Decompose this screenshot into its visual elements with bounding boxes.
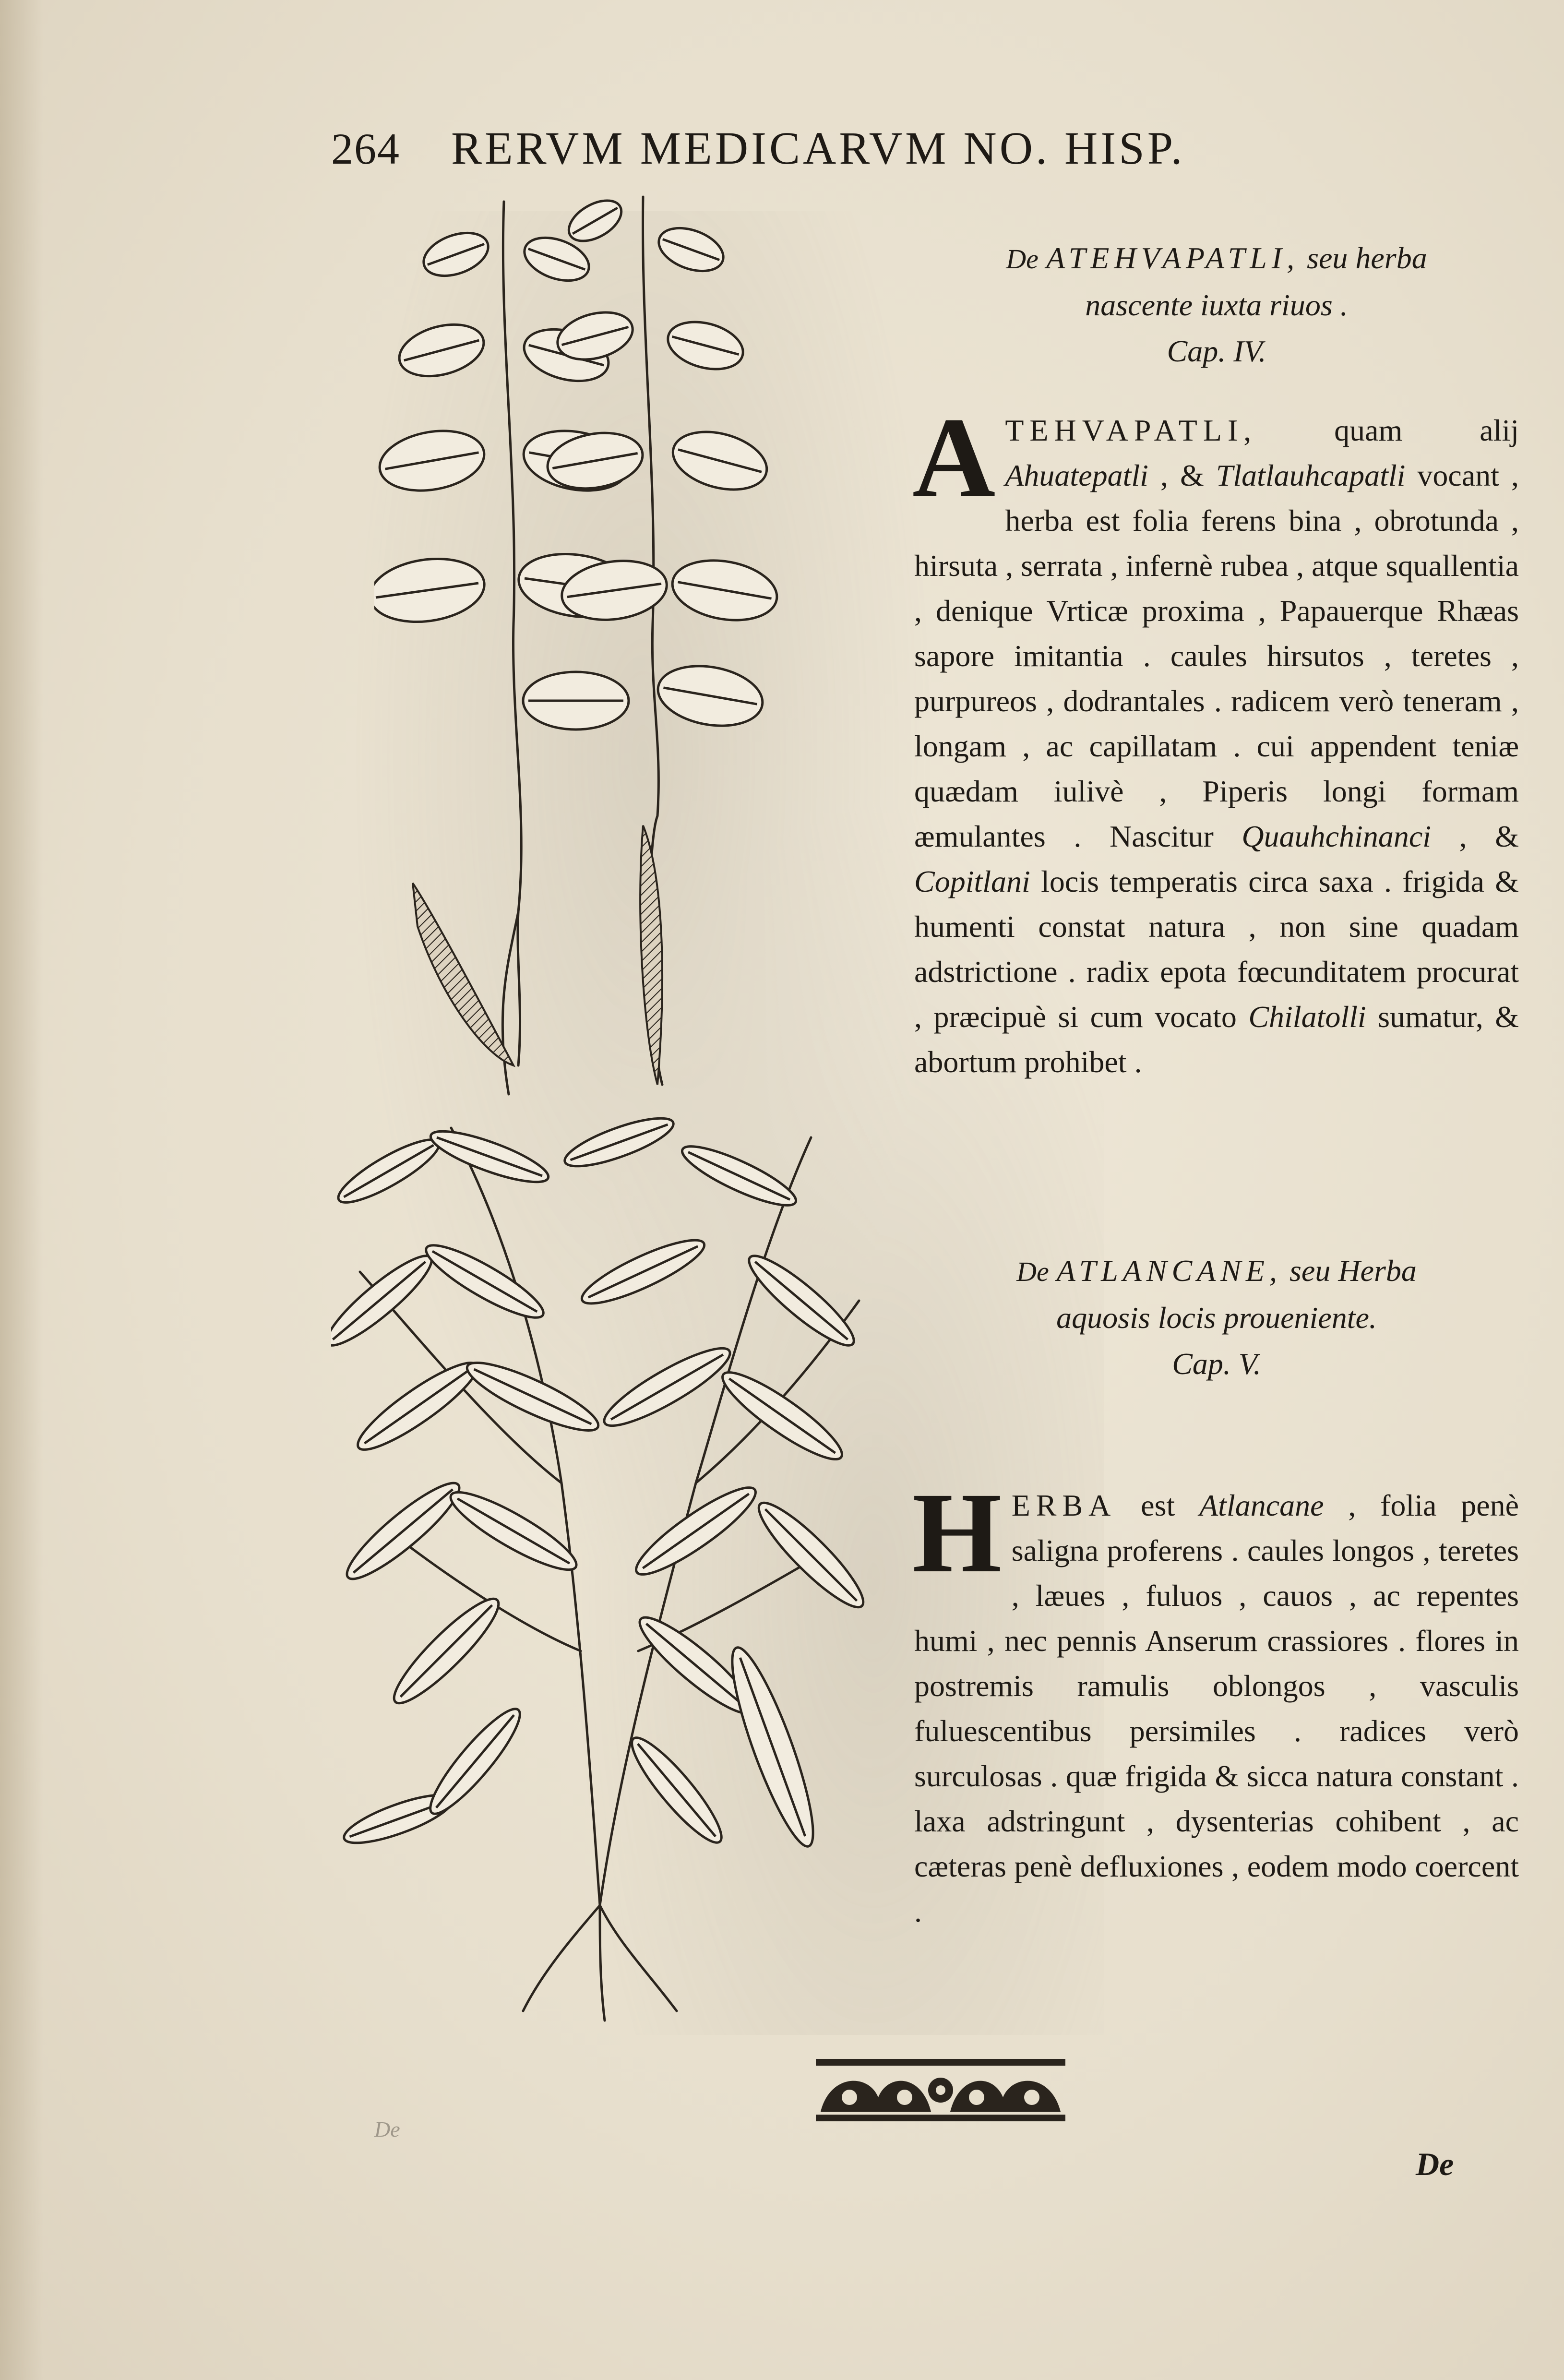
willow-leaf-vein xyxy=(432,1251,537,1312)
willow-leaf-vein xyxy=(643,1494,749,1568)
chapter-4-text-run: locis temperatis circa saxa . frigida & humenti constat natura , non sine quadam adstrictione . radix epota fœcunditatem procurat , præcipuè si cum vocato xyxy=(914,864,1519,1034)
chapter-4-text-run: sumatur, & abortum prohibet . xyxy=(914,1000,1519,1079)
chapter-4-text xyxy=(912,394,1519,1079)
chapter-5-drop-cap: H xyxy=(912,1469,1002,1596)
willow-leaf-vein xyxy=(755,1262,848,1339)
willow-leaf-vein xyxy=(354,1489,453,1573)
willow-leaf-vein xyxy=(765,1509,857,1601)
running-head xyxy=(331,120,1387,187)
fleuron-icon xyxy=(811,2054,1070,2126)
chapter-5-text-run: est xyxy=(1116,1488,1200,1522)
chapter-5-heading-lead: De xyxy=(1016,1256,1049,1287)
page-number: 264 xyxy=(331,124,400,173)
chapter-4-heading-lead: De xyxy=(1006,243,1039,275)
willow-leaf-vein xyxy=(457,1499,570,1564)
chapter-4-drop-cap: A xyxy=(912,394,996,521)
chapter-5-text-run: Atlancane xyxy=(1199,1488,1324,1522)
willow-leaf-vein xyxy=(401,1605,492,1697)
atlancane-woodcut xyxy=(331,1099,873,2025)
chapter-4-heading-name: ATEHVAPATLI, xyxy=(1046,241,1300,275)
chapter-5-body xyxy=(912,1469,1519,1934)
chapter-5-cap-number: Cap. V. xyxy=(1172,1347,1261,1381)
chapter-4-text-run: , & xyxy=(1431,819,1519,853)
running-title: RERVM MEDICARVM NO. HISP. xyxy=(451,122,1185,174)
chapter-5-heading-line2: aquosis locis prouenientе. xyxy=(1056,1301,1377,1335)
chapter-4-text-run: , & xyxy=(1148,458,1216,492)
atehuapatli-illustration xyxy=(374,192,806,1104)
atehuapatli-woodcut xyxy=(374,192,806,1104)
willow-leaf-vein xyxy=(638,1744,716,1836)
chapter-4-body xyxy=(912,394,1519,1085)
willow-leaf-vein xyxy=(364,1369,470,1444)
chapter-5-heading xyxy=(914,1248,1519,1387)
chapter-4-text-run: Copitlani xyxy=(914,864,1030,898)
willow-leaf-vein xyxy=(611,1355,723,1420)
chapter-4-text-run: Chilatolli xyxy=(1248,1000,1366,1034)
chapter-4-text-run: Tlatlauhcapatli xyxy=(1216,458,1406,492)
chapter-4-text-run: Ahuatepatli xyxy=(1005,458,1148,492)
fleuron-ornament xyxy=(811,2054,1070,2126)
atlancane-illustration xyxy=(331,1099,873,2025)
chapter-4-text-run: quam alij xyxy=(1257,413,1519,447)
chapter-4-text-run: TEHVAPATLI, xyxy=(1005,413,1257,447)
chapter-5-text xyxy=(912,1469,1519,1928)
chapter-5-text-run: ERBA xyxy=(1011,1488,1117,1522)
willow-leaf-vein xyxy=(333,1262,425,1339)
chapter-4-cap-number: Cap. IV. xyxy=(1167,334,1266,368)
chapter-5-text-run: , folia penè saligna proferens . caules longos , teretes , læues , fuluos , cauos , ac repentes humi , nec pennis Anserum crassiores . flores in postremis ramulis oblongos , vasculis fuluescentibus persimiles . radices verò surculosas . quæ frigida & sicca natura constant . laxa adstringunt , dysenterias cohibent , ac cæteras penè defluxiones , eodem modo coercent . xyxy=(914,1488,1519,1928)
chapter-5-heading-name: ATLANCANE, xyxy=(1056,1254,1282,1288)
chapter-5 xyxy=(914,1248,1519,1934)
willow-leaf-vein xyxy=(729,1379,835,1453)
chapter-4-text-run: vocant , herba est folia ferens bina , obrotunda , hirsuta , serrata , infernè rubea , atque squallentia , denique Vrticæ proxima , Papauerque Rhæas sapore imitantia . caules hirsutos , teretes , purpureos , dodrantales . radicem verò teneram , longam , ac capillatam . cui appendent teniæ quædam iulivè , Piperis longi formam æmulantes . Nascitur xyxy=(914,458,1519,853)
willow-leaf-vein xyxy=(436,1715,514,1807)
willow-leaf-vein xyxy=(740,1658,805,1836)
willow-leaf-vein xyxy=(344,1145,433,1197)
chapter-4-text-run: Quauhchinanci xyxy=(1242,819,1431,853)
page-gutter-shadow xyxy=(0,0,43,2380)
willow-leaf-vein xyxy=(646,1624,746,1707)
chapter-4 xyxy=(914,235,1519,1085)
chapter-4-heading-rest: seu herba xyxy=(1307,241,1427,275)
chapter-5-heading-rest: seu Herba xyxy=(1289,1254,1417,1288)
show-through-mark: De xyxy=(374,2117,400,2141)
catchword: De xyxy=(1416,2146,1454,2182)
chapter-4-heading-line2: nascente iuxta riuos . xyxy=(1085,288,1348,322)
chapter-4-heading xyxy=(914,235,1519,374)
